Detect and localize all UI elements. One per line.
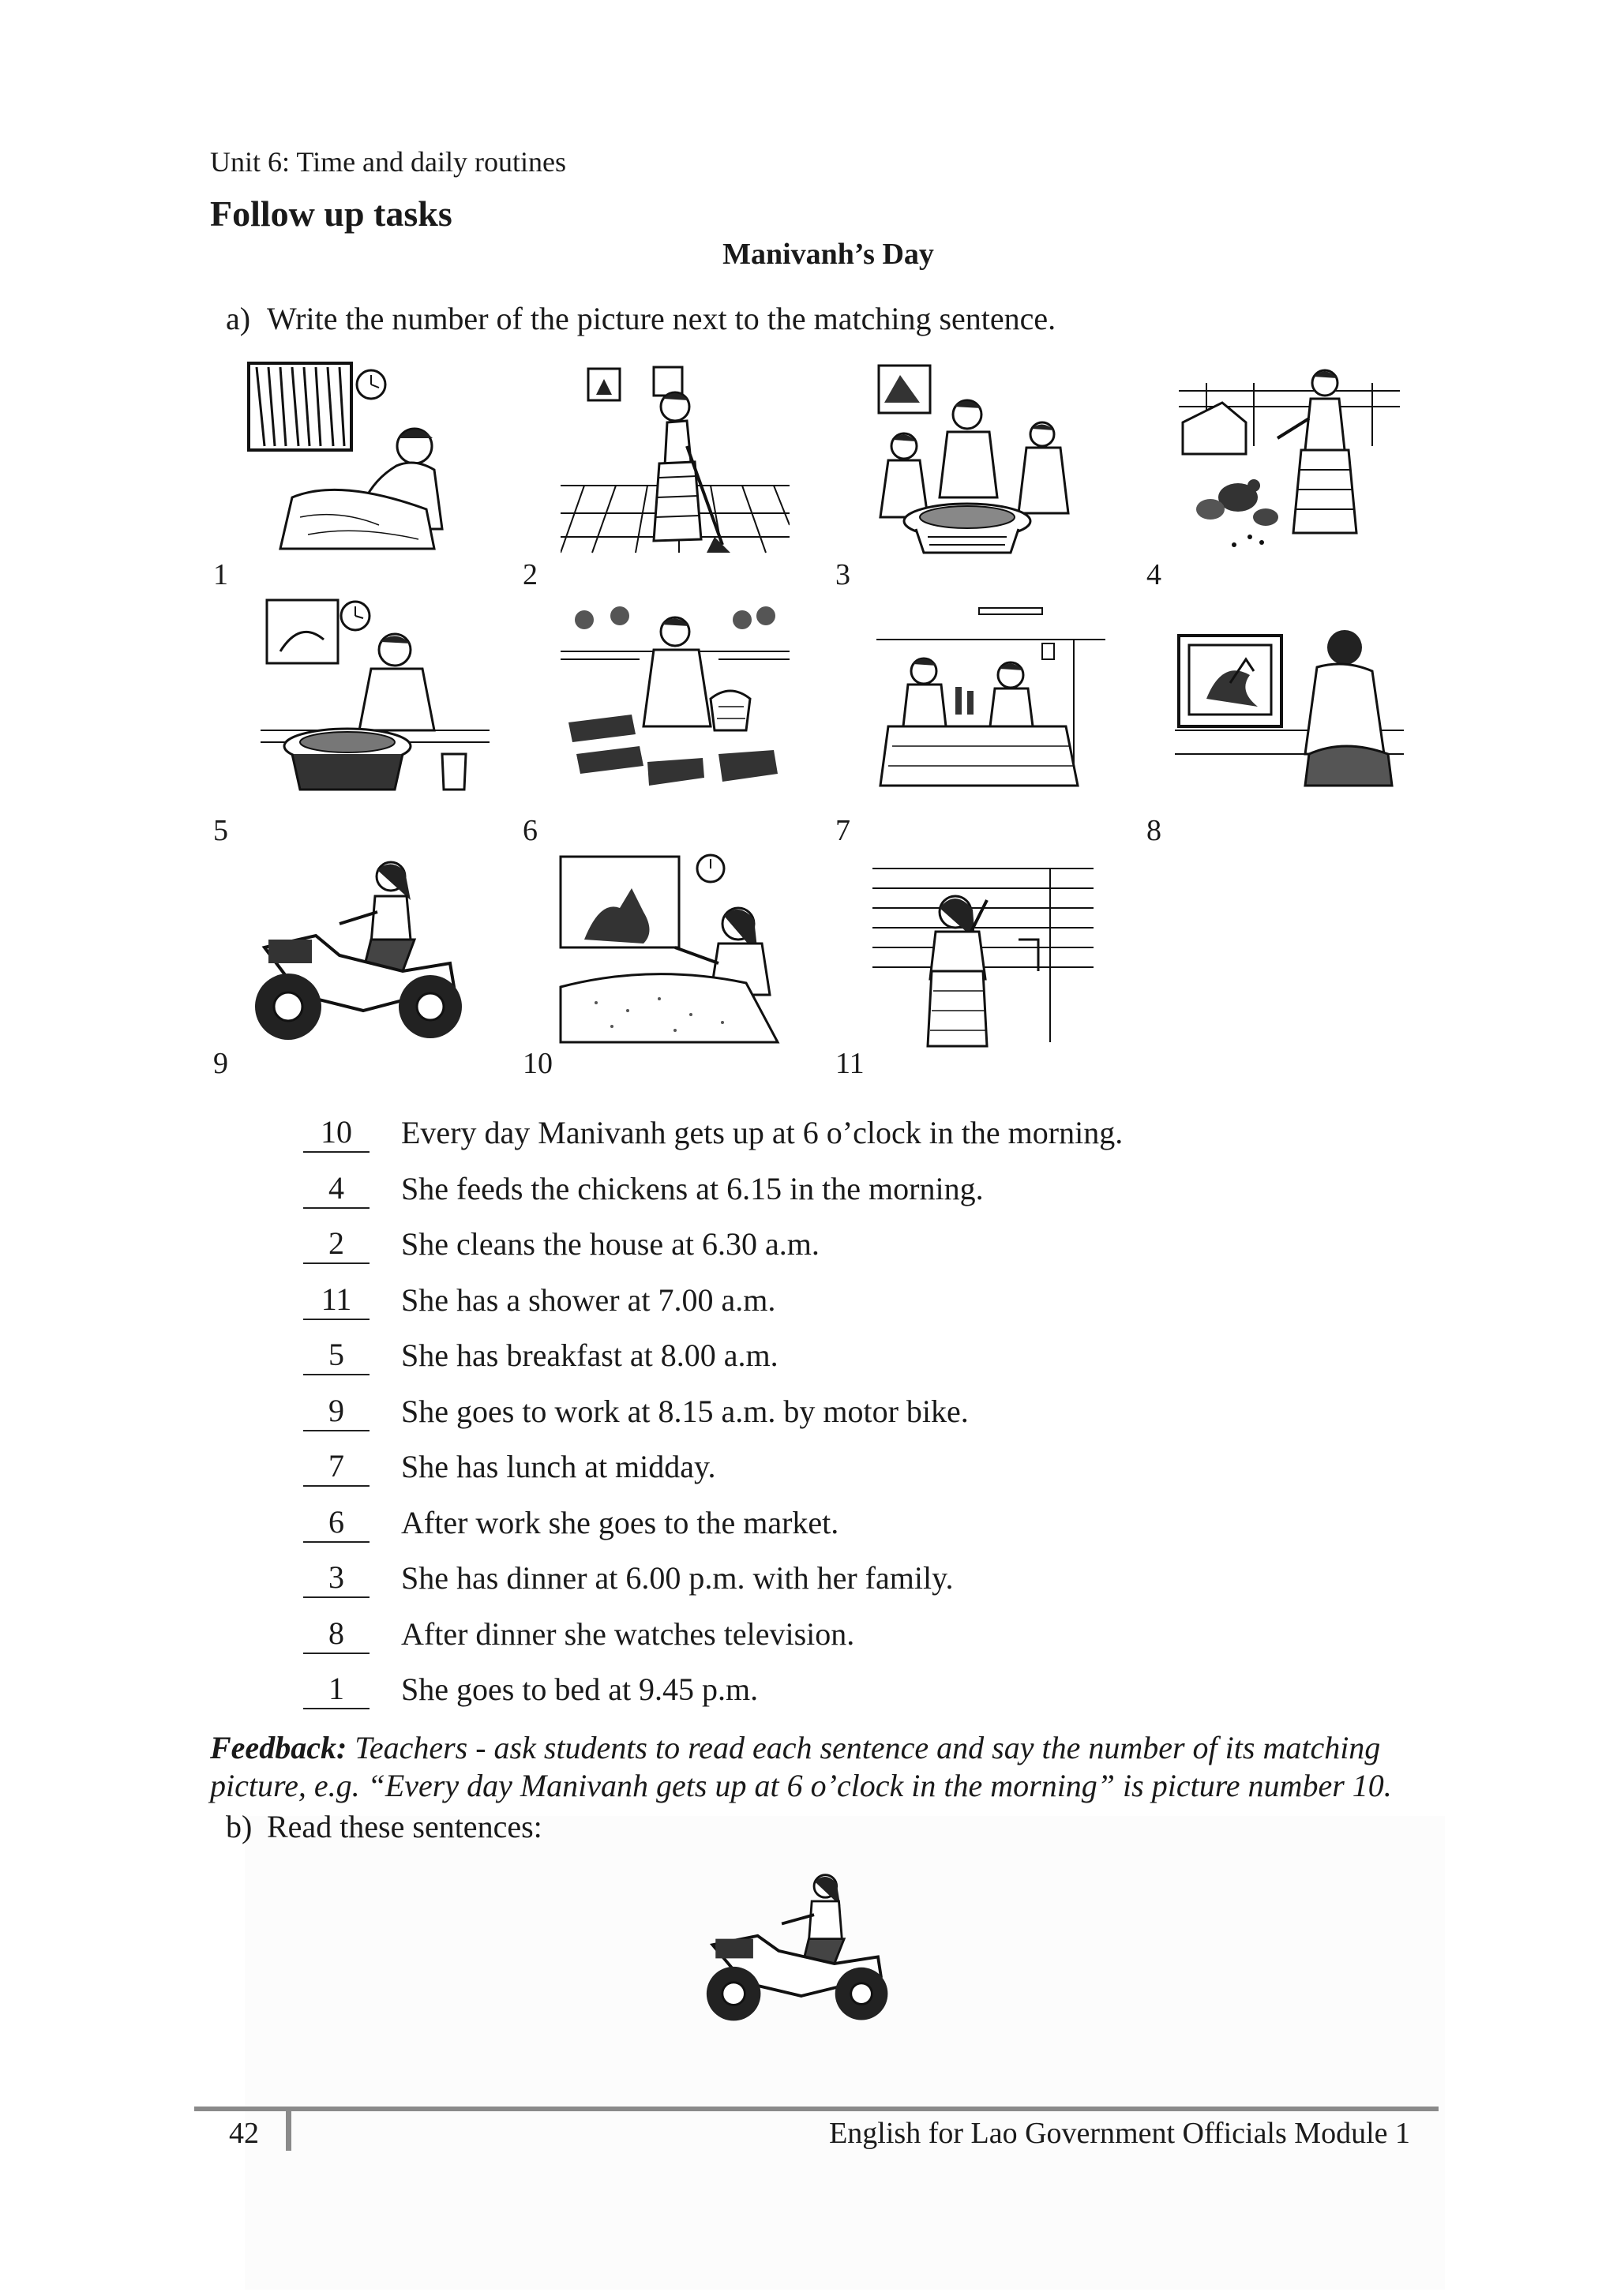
unit-header: Unit 6: Time and daily routines	[210, 146, 567, 178]
picture-number: 2	[523, 558, 538, 591]
picture-4	[1175, 359, 1404, 557]
feedback-label: Feedback:	[210, 1730, 347, 1765]
woman-feeding-chickens-icon	[1175, 359, 1404, 557]
picture-number: 3	[835, 558, 850, 591]
answer-row	[303, 1115, 1409, 1171]
answer-sentence: She goes to bed at 9.45 p.m.	[401, 1671, 759, 1707]
picture-number: 7	[835, 814, 850, 847]
market-shopping-icon	[561, 596, 790, 793]
picture-9	[245, 853, 474, 1050]
answer-number: 6	[303, 1505, 370, 1543]
picture-1	[245, 359, 474, 557]
picture-3	[872, 359, 1101, 557]
answer-sentence: After dinner she watches television.	[401, 1615, 855, 1652]
answer-sentence: She has breakfast at 8.00 a.m.	[401, 1337, 778, 1373]
answer-sentence: She has a shower at 7.00 a.m.	[401, 1281, 776, 1318]
woman-in-bed-night-icon	[245, 359, 474, 557]
footer-title: English for Lao Government Officials Module 1	[829, 2117, 1410, 2150]
part-a-text: Write the number of the picture next to the matching sentence.	[267, 301, 1056, 336]
part-a-marker: a)	[226, 301, 251, 336]
picture-10	[557, 853, 786, 1050]
answer-number: 11	[303, 1282, 370, 1320]
part-b-text: Read these sentences:	[267, 1809, 542, 1844]
answer-sentence: After work she goes to the market.	[401, 1504, 839, 1540]
picture-6	[561, 596, 790, 793]
woman-shower-icon	[869, 853, 1097, 1050]
motorbike-rider-icon	[245, 853, 474, 1050]
answer-row	[303, 1560, 1409, 1616]
picture-7	[876, 596, 1105, 793]
answer-row	[303, 1171, 1409, 1227]
answer-number: 8	[303, 1616, 370, 1654]
answer-number: 2	[303, 1226, 370, 1264]
page-number: 42	[229, 2117, 259, 2150]
picture-number: 8	[1146, 814, 1161, 847]
answer-number: 10	[303, 1115, 370, 1153]
answer-row	[303, 1616, 1409, 1672]
woman-breakfast-icon	[261, 596, 490, 793]
section-title: Follow up tasks	[210, 193, 452, 234]
answer-number: 1	[303, 1671, 370, 1709]
feedback-note	[210, 1729, 1442, 1805]
watching-television-icon	[1175, 596, 1404, 793]
motorbike-illustration	[688, 1870, 910, 2028]
part-b-instruction	[226, 1808, 542, 1845]
woman-waking-up-icon	[557, 853, 786, 1050]
answer-sentence: She cleans the house at 6.30 a.m.	[401, 1226, 820, 1262]
answer-number: 4	[303, 1171, 370, 1209]
footer-divider	[286, 2111, 291, 2151]
answer-row	[303, 1671, 1409, 1728]
answer-row	[303, 1337, 1409, 1394]
answer-row	[303, 1505, 1409, 1561]
picture-8	[1175, 596, 1404, 793]
picture-number: 1	[213, 558, 228, 591]
picture-number: 5	[213, 814, 228, 847]
picture-5	[261, 596, 490, 793]
document-title: Manivanh’s Day	[722, 238, 934, 271]
answer-row	[303, 1449, 1409, 1505]
picture-number: 9	[213, 1047, 228, 1080]
feedback-text: Teachers - ask students to read each sentence and say the number of its matching picture, e.g. “Every day Manivanh gets up at 6 o’clock in the morning” is picture number 10.	[210, 1730, 1392, 1803]
answer-sentence: She has dinner at 6.00 p.m. with her family.	[401, 1560, 954, 1596]
picture-2	[561, 359, 790, 557]
picture-number: 11	[835, 1047, 865, 1080]
woman-sweeping-floor-icon	[561, 359, 790, 557]
picture-number: 10	[523, 1047, 553, 1080]
part-a-instruction	[226, 300, 1056, 337]
footer-rule	[194, 2107, 1439, 2111]
family-dinner-icon	[872, 359, 1101, 557]
picture-11	[869, 853, 1097, 1050]
part-b-marker: b)	[226, 1809, 253, 1844]
answer-number: 5	[303, 1337, 370, 1375]
answer-row	[303, 1394, 1409, 1450]
answer-list	[303, 1115, 1409, 1728]
picture-number: 6	[523, 814, 538, 847]
answer-row	[303, 1226, 1409, 1282]
answer-sentence: She feeds the chickens at 6.15 in the morning.	[401, 1170, 984, 1206]
answer-sentence: She has lunch at midday.	[401, 1449, 716, 1484]
answer-sentence: Every day Manivanh gets up at 6 o’clock in the morning.	[401, 1115, 1124, 1150]
answer-sentence: She goes to work at 8.15 a.m. by motor bike.	[401, 1393, 969, 1429]
picture-number: 4	[1146, 558, 1161, 591]
answer-number: 9	[303, 1394, 370, 1431]
answer-row	[303, 1282, 1409, 1338]
lunch-table-icon	[876, 596, 1105, 793]
answer-number: 7	[303, 1449, 370, 1487]
motorbike-rider-icon	[688, 1870, 910, 2028]
answer-number: 3	[303, 1560, 370, 1598]
